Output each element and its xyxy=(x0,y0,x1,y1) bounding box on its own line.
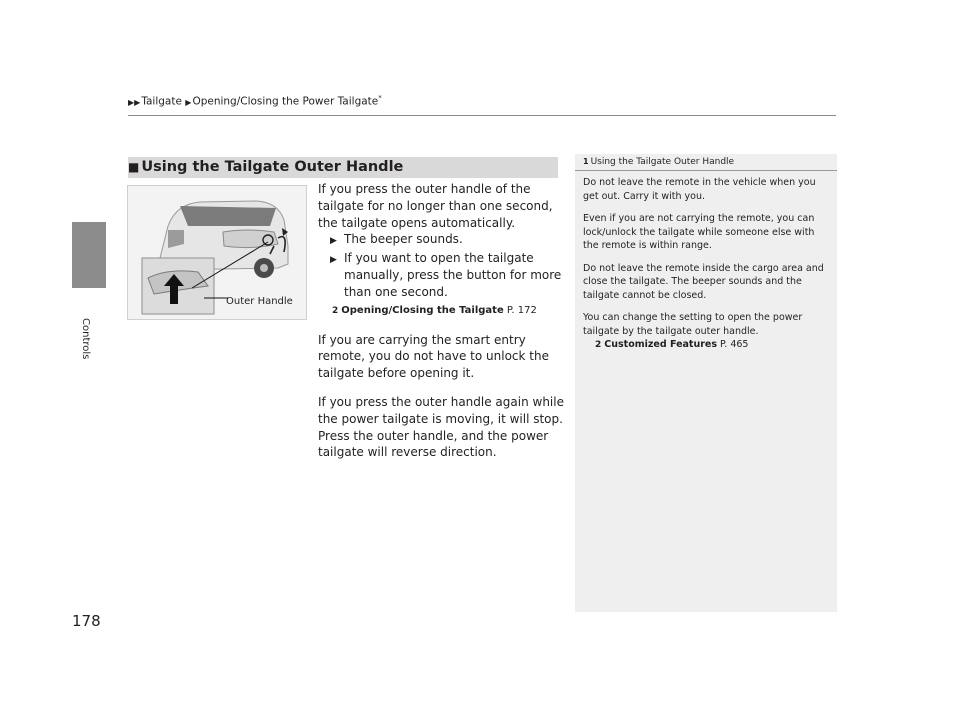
cross-reference-link[interactable]: 2 Customized Features P. 465 xyxy=(583,338,831,353)
arrow-right-icon: ▶ xyxy=(330,255,337,266)
breadcrumb-item-power-tailgate[interactable]: Opening/Closing the Power Tailgate xyxy=(192,95,379,108)
list-item: ▶ If you want to open the tailgate manually, press the button for more than one second. xyxy=(330,251,562,299)
section-square-icon: ■ xyxy=(128,160,140,174)
arrow-right-icon: ▶ xyxy=(330,236,337,247)
paragraph-reverse: Press the outer handle, and the power tailgate will reverse direction. xyxy=(318,428,549,460)
chapter-label: Controls xyxy=(80,318,91,360)
section-body xyxy=(318,181,564,461)
chapter-tab xyxy=(72,222,106,288)
breadcrumb-arrow-icon: ▶ xyxy=(185,97,192,107)
reference-icon: 2 xyxy=(595,340,602,350)
breadcrumb-item-tailgate[interactable]: Tailgate xyxy=(141,95,182,108)
cross-reference-link[interactable]: 2 Opening/Closing the Tailgate P. 172 xyxy=(318,302,564,320)
page-number: 178 xyxy=(72,612,101,630)
breadcrumb-asterisk: * xyxy=(378,94,382,102)
note-body xyxy=(583,176,831,353)
note-title: 1 Using the Tailgate Outer Handle xyxy=(583,157,735,167)
list-item: ▶ The beeper sounds. xyxy=(318,231,564,250)
paragraph-smart-entry: If you are carrying the smart entry remote, you do not have to unlock the tailgate before opening it. xyxy=(318,332,549,381)
reference-icon: 2 xyxy=(332,305,339,316)
breadcrumb xyxy=(128,94,382,108)
header-divider xyxy=(128,115,836,116)
section-title: ■ Using the Tailgate Outer Handle xyxy=(128,159,404,175)
paragraph-stop: If you press the outer handle again while the power tailgate is moving, it will stop. xyxy=(318,394,564,426)
outer-handle-callout: Outer Handle xyxy=(226,296,293,307)
note-paragraph: Do not leave the remote inside the cargo area and close the tailgate. The beeper sounds and the tailgate cannot be closed. xyxy=(583,262,824,301)
breadcrumb-arrow-icon: ▶▶ xyxy=(128,97,141,107)
note-paragraph: You can change the setting to open the power tailgate by the tailgate outer handle. xyxy=(583,312,803,337)
paragraph-press-handle: If you press the outer handle of the tailgate for no longer than one second, the tailgate opens automatically. xyxy=(318,182,553,230)
note-paragraph: Do not leave the remote in the vehicle when you get out. Carry it with you. xyxy=(583,177,816,202)
note-paragraph: Even if you are not carrying the remote, you can lock/unlock the tailgate while someone else with the remote is within range. xyxy=(583,213,815,251)
note-divider xyxy=(575,170,837,171)
note-icon: 1 xyxy=(583,157,589,166)
